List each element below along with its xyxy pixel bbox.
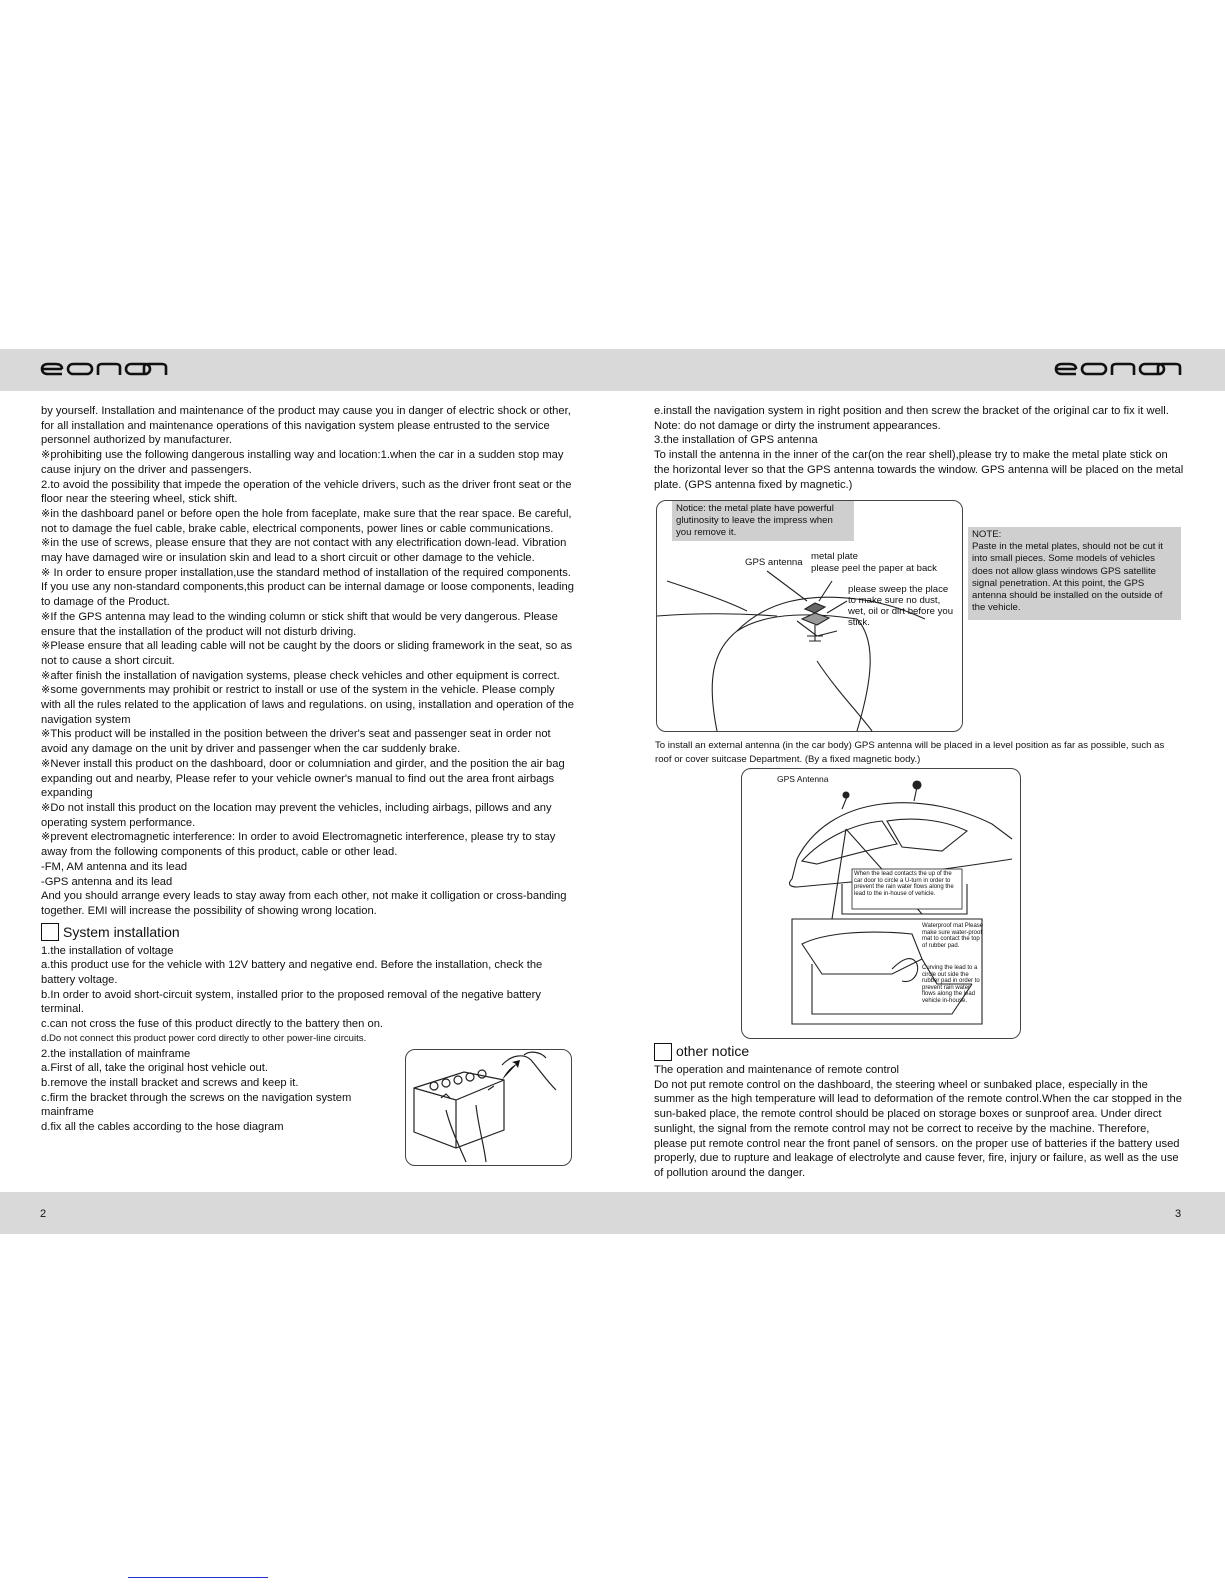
paragraph: -FM, AM antenna and its lead [41,860,188,873]
paragraph: by yourself. Installation and maintenance of the product may cause you in danger of electric shock or other, for all installation and maintenance operations of this navigation system please entrusted to the service personnel authorized by manufacturer. [41,405,571,447]
gps-antenna-label-ext: GPS Antenna [777,774,829,784]
paragraph: The operation and maintenance of remote control [654,1064,900,1076]
section-heading-system-installation [41,923,576,942]
external-antenna-caption: To install an external antenna (in the car body) GPS antenna will be placed in a level position as far as possible, such as roof or cover suitcase Department. (By a fixed magnetic body.) [655,740,1165,765]
paragraph: ※some governments may prohibit or restrict to install or use of the system in the vehicle. Please comply with all the rules related to the application of laws and regulations. on using, installation and operation of the navigation system [41,684,574,726]
side-note-body: Paste in the metal plates, should not be cut it into small pieces. Some models of vehicles does not allow glass windows GPS satellite signal penetration. At this point, the GPS antenna should be installed on the outside of the vehicle. [972,541,1163,614]
paragraph: c.firm the bracket through the screws on the navigation system mainframe [41,1091,352,1119]
section-title: System installation [63,923,180,940]
paragraph: And you should arrange every leads to stay away from each other, not make it colligation or cross-banding together. EMI will increase the possibility of showing wrong location. [41,890,567,917]
paragraph: ※after finish the installation of navigation systems, please check vehicles and other equipment is correct. [41,669,560,682]
paragraph: d.Do not connect this product power cord directly to other power-line circuits. [41,1032,367,1044]
section-heading-other-notice [654,1042,1184,1061]
other-notice-section [654,1042,1184,1181]
left-column [41,404,576,1135]
waterproof-mat-note: Waterproof mat Please make sure water-proof mat to contact the top of rubber pad. [922,923,984,949]
notice-box: Notice: the metal plate have powerful glutinosity to leave the impress when you remove it. [672,501,854,541]
paragraph: ※Do not install this product on the location may prevent the vehicles, including airbags, pillows and any operating system performance. [41,801,552,829]
paragraph: 1.the installation of voltage [41,944,174,957]
bottom-link-underline [128,1577,268,1578]
paragraph: ※prevent electromagnetic interference: In order to avoid Electromagnetic interference, please try to stay away from the following components of this product, cable or other lead. [41,831,556,859]
exterior-antenna-figure [741,768,1021,1039]
paragraph: ※prohibiting use the following dangerous installing way and location:1.when the car in a sudden stop may cause injury on the driver and passengers. [41,449,564,476]
paragraph: ※Never install this product on the dashboard, door or columniation and girder, and the position the air bag expanding out and nearby, Please refer to your vehicle owner's manual to find out the area front airbags expanding [41,757,565,800]
metal-plate-label: metal plate [811,551,858,562]
header-band [0,349,1225,391]
paragraph: Do not put remote control on the dashboard, the steering wheel or sunbaked place, especially in the summer as the high temperature will lead to deformation of the remote control.When the car stopped in the sun-baked place, the remote control should be placed on storage boxes or sunproof area. Under direct sunlight, the signal from the remote control may not be correct to receive by the machine. Therefore, please put remote control near the front panel of sensors. on the proper use of batteries if the battery used properly, due to rupture and leakage of electrolyte and cause fever, fire, injury or failure, as well as the use of pollution around the danger. [654,1078,1182,1179]
checkbox-icon [654,1043,672,1061]
side-note [968,527,1181,620]
gps-antenna-label: GPS antenna [745,557,803,568]
paragraph: To install the antenna in the inner of the car(on the rear shell),please try to make the metal plate stick on the horizontal lever so that the GPS antenna towards the window. GPS antenna will be placed on the metal plate. (GPS antenna fixed by magnetic.) [654,449,1184,491]
page-number-right: 3 [1175,1208,1182,1220]
battery-drawing [406,1050,571,1165]
paragraph: a.First of all, take the original host vehicle out. [41,1062,268,1075]
page-number-left: 2 [40,1208,47,1220]
paragraph: ※in the use of screws, please ensure that they are not contact with any electrification down-lead. Vibration may have damaged wire or insulation skin and lead to a short circuit or other damage to the vehicle. [41,537,567,565]
side-note-title: NOTE: [972,529,1002,540]
lower-steps [41,1017,401,1135]
section-title: other notice [676,1043,750,1059]
footer-band [0,1192,1225,1234]
paragraph: ※This product will be installed in the position between the driver's seat and passenger seat in order not avoid any damage on the unit by driver and passenger when the car suddenly brake. [41,728,551,756]
battery-illustration [405,1049,572,1166]
checkbox-icon [41,923,59,941]
peel-paper-label: please peel the paper at back [811,563,937,574]
eonon-logo-left [40,362,168,376]
paragraph: 2.to avoid the possibility that impede the operation of the vehicle drivers, such as the driver front seat or the floor near the steering wheel, stick shift. [41,478,572,506]
paragraph: a.this product use for the vehicle with 12V battery and negative end. Before the installation, check the battery voltage. [41,959,543,987]
paragraph: ※ In order to ensure proper installation,use the standard method of installation of the required components. If you use any non-standard components,this product can be internal damage or loose components, leading to damage of the Product. [41,566,574,609]
paragraph: c.can not cross the fuse of this product directly to the battery then on. [41,1018,384,1031]
paragraph: b.remove the install bracket and screws and keep it. [41,1076,299,1089]
paragraph: ※in the dashboard panel or before open the hole from faceplate, make sure that the rear space. Be careful, not to damage the fuel cable, brake cable, electrical components, power lines or cable communications. [41,507,572,535]
paragraph: ※If the GPS antenna may lead to the winding column or stick shift that would be very dangerous. Please ensure that the installation of the product will not disturb driving. [41,610,558,638]
paragraph: d.fix all the cables according to the hose diagram [41,1121,284,1134]
paragraph: b.In order to avoid short-circuit system, installed prior to the proposed removal of the negative battery terminal. [41,988,541,1016]
paragraph: ※Please ensure that all leading cable will not be caught by the doors or sliding framework in the seat, so as not to cause a short circuit. [41,640,573,667]
curving-lead-note: Curving the lead to a circle out side the rubber pad in order to prevent rain water flows along the lead vehicle in-house. [922,965,980,1004]
eonon-logo-right [1054,362,1182,376]
sweep-place-label: please sweep the place to make sure no dust, wet, oil or dirt before you stick. [848,584,954,628]
paragraph: e.install the navigation system in right position and then screw the bracket of the original car to fix it well. Note: do not damage or dirty the instrument appearances. [654,405,1169,432]
interior-antenna-figure [656,500,963,732]
paragraph: -GPS antenna and its lead [41,875,173,888]
door-lead-note: When the lead contacts the up of the car door to circle a U-turn in order to prevent the rain water flows along the lead to the in-house of vehicle. [854,871,954,897]
right-column [654,404,1184,492]
paragraph: 2.the installation of mainframe [41,1047,191,1060]
paragraph: 3.the installation of GPS antenna [654,434,818,447]
